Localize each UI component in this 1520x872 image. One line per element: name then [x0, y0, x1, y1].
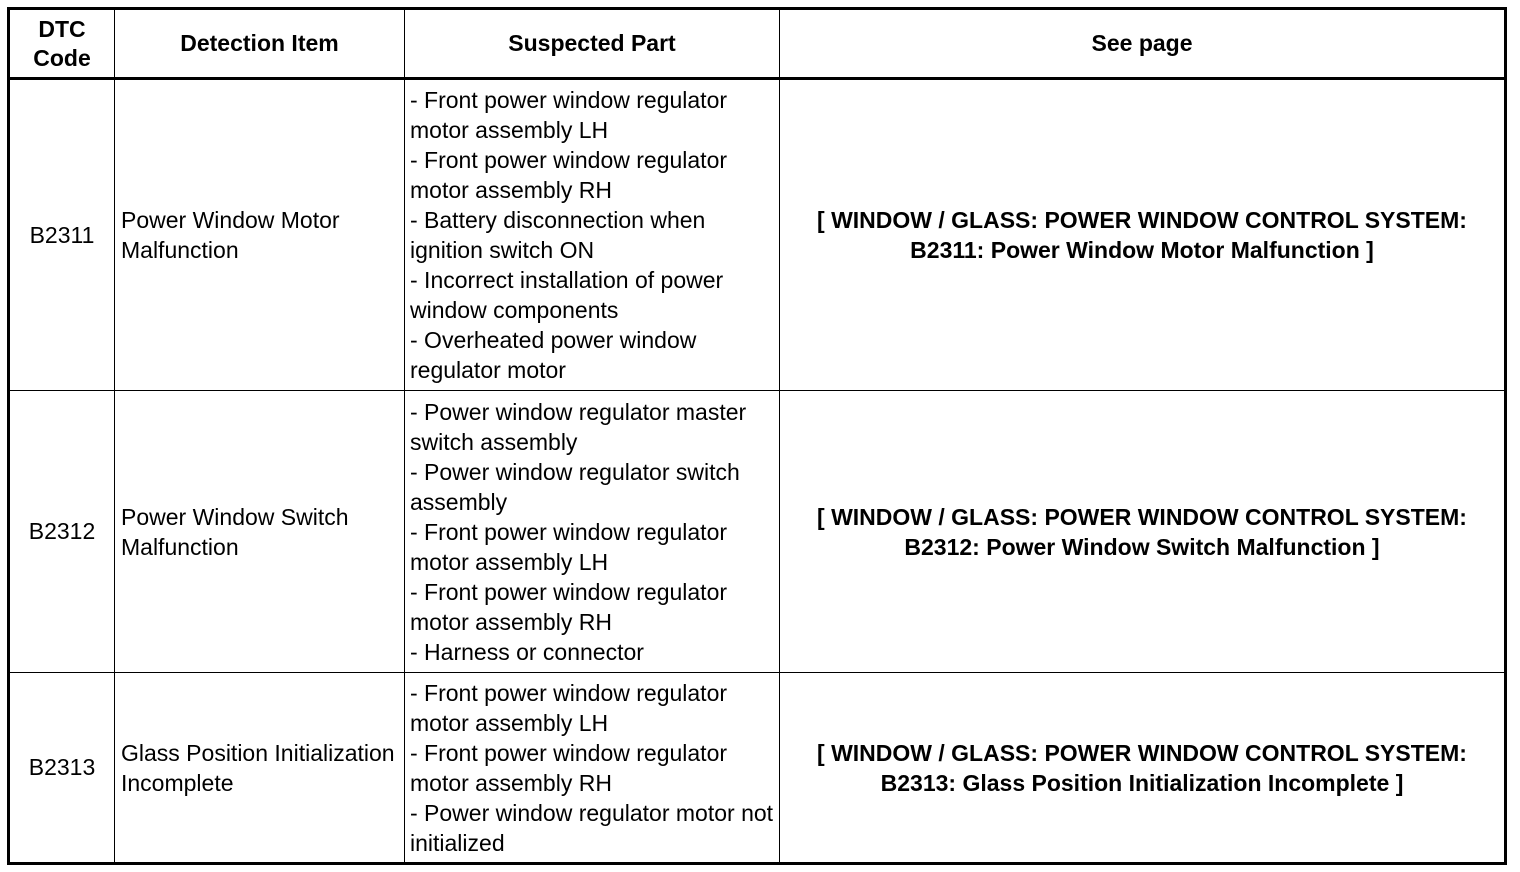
table-row: [9, 673, 1506, 864]
see-page-link[interactable]: [ WINDOW / GLASS: POWER WINDOW CONTROL SYSTEM: B2311: Power Window Motor Malfunction ]: [780, 79, 1506, 391]
header-detection-item: Detection Item: [115, 9, 405, 79]
suspected-part-item: - Battery disconnection when ignition switch ON: [410, 207, 706, 263]
detection-item: Glass Position Initialization Incomplete: [115, 673, 405, 864]
dtc-table: [7, 7, 1507, 865]
table-row: [9, 79, 1506, 391]
header-suspected-part: Suspected Part: [405, 9, 780, 79]
suspected-part-item: - Harness or connector: [410, 638, 644, 665]
suspected-part: [405, 673, 780, 864]
see-page-link[interactable]: [ WINDOW / GLASS: POWER WINDOW CONTROL SYSTEM: B2312: Power Window Switch Malfunction ]: [780, 391, 1506, 673]
dtc-code: B2311: [9, 79, 115, 391]
suspected-part-item: - Power window regulator motor not initialized: [410, 799, 774, 856]
table-row: [9, 391, 1506, 673]
suspected-part-item: - Front power window regulator motor assembly LH: [410, 87, 728, 143]
suspected-part: [405, 391, 780, 673]
detection-item: Power Window Motor Malfunction: [115, 79, 405, 391]
suspected-part-item: - Overheated power window regulator motor: [410, 327, 697, 383]
suspected-part-item: - Front power window regulator motor assembly LH: [410, 679, 728, 736]
suspected-part-item: - Front power window regulator motor assembly RH: [410, 578, 728, 635]
suspected-part-item: - Front power window regulator motor assembly RH: [410, 739, 728, 796]
suspected-part-item: - Front power window regulator motor assembly RH: [410, 147, 728, 203]
detection-item: Power Window Switch Malfunction: [115, 391, 405, 673]
suspected-part-item: - Power window regulator switch assembly: [410, 458, 740, 515]
header-dtc-code: DTC Code: [9, 9, 115, 79]
suspected-part: [405, 79, 780, 391]
see-page-link[interactable]: [ WINDOW / GLASS: POWER WINDOW CONTROL SYSTEM: B2313: Glass Position Initialization Incomplete ]: [780, 673, 1506, 864]
suspected-part-item: - Incorrect installation of power window components: [410, 267, 724, 323]
header-see-page: See page: [780, 9, 1506, 79]
dtc-code: B2312: [9, 391, 115, 673]
dtc-code: B2313: [9, 673, 115, 864]
header-row: [9, 9, 1506, 79]
suspected-part-item: - Front power window regulator motor assembly LH: [410, 518, 728, 575]
suspected-part-item: - Power window regulator master switch assembly: [410, 398, 747, 455]
